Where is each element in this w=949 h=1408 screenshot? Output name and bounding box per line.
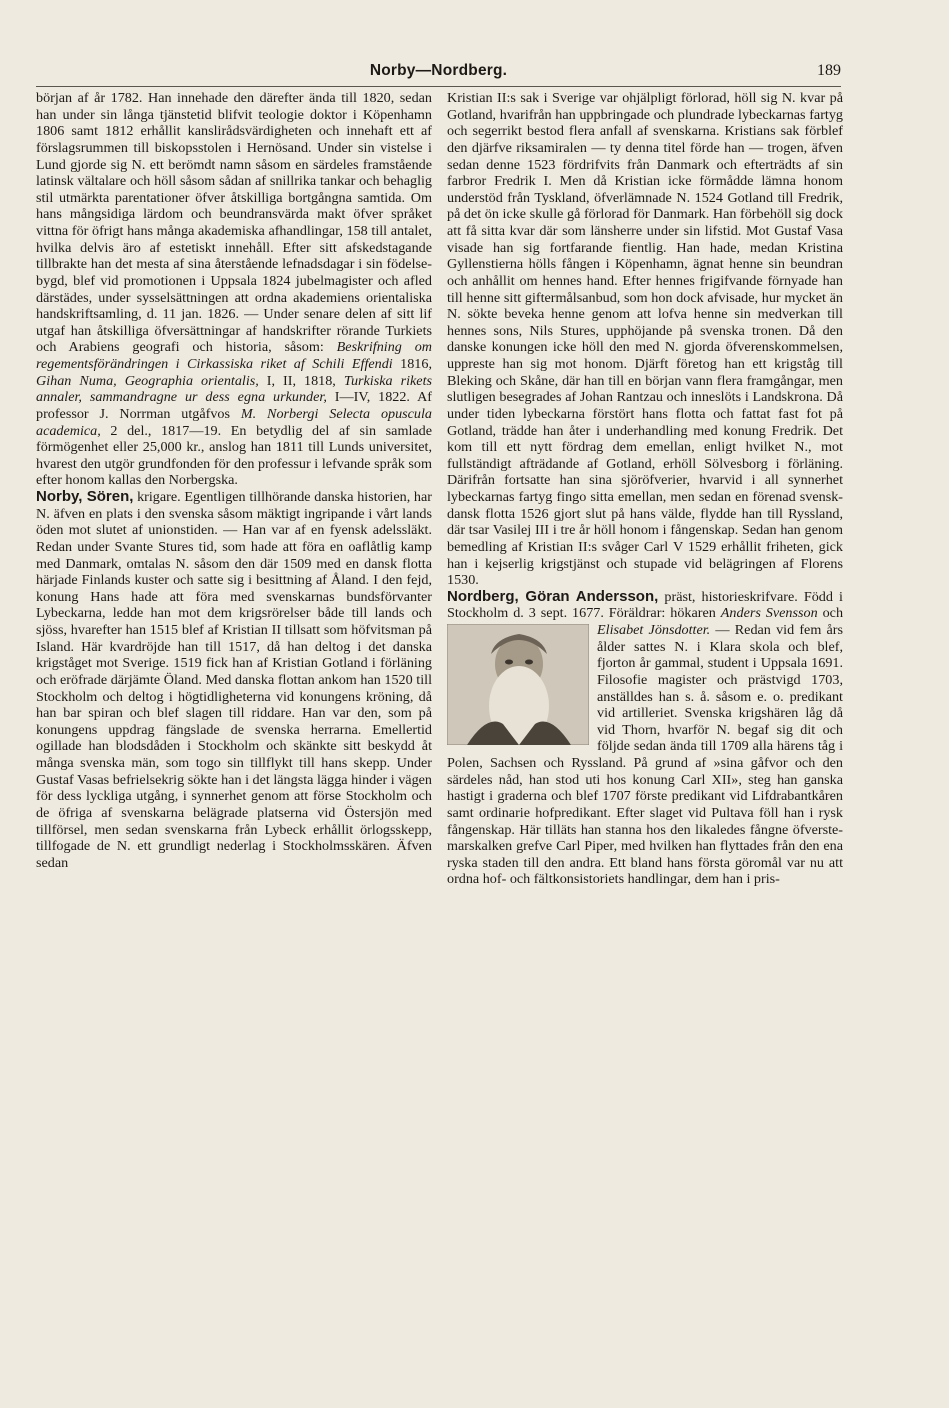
right-column bbox=[447, 90, 843, 888]
left-column bbox=[36, 90, 432, 871]
entry-norby-continuation bbox=[447, 90, 843, 589]
text-run: 2 del., 1817—19. En betydlig del af sin samlade förmögenhet eller 25,000 kr., anslog han 1811 till Lunds universitet, hvarest den utgör grundfonden för den professur i lefvande språk som efter honom kallas den Norbergska. bbox=[36, 422, 432, 489]
entry-headword: Nordberg, Göran Andersson, bbox=[447, 587, 659, 605]
text-run: Kristian II:s sak i Sverige var ohjälpligt förlorad, höll sig N. kvar på Gotland, hvarifrån han uppbringade och plundrade lybeckarnas fartyg och segerrikt bestod flera anfall af svenskarna. Kristians sak förblef den djärfve riksamiralen — ty denna titel förde han — trogen, äfven sedan denne 1523 fördrifvits från Danmark och efterträdts af sin farbror Fredrik I. Men då Kristian icke förmådde lämna honom understöd från Tyskland, öfverlämnade N. 1524 Gotland till Fredrik, på det ön icke skulle gå förlorad för Danmark. Han förbehöll sig dock att få sitta kvar där som länsherre under sin lifstid. Mot Gustaf Vasa visade han sig fortfarande fientlig. Han hade, medan Kristina Gyllenstierna hölls fången i Köpenhamn, ägnat henne sin beundran och anhållit om hennes hand. Efter hennes frigifvande förnyade han till henne sitt giftermålsanbud, som hon dock afvisade, hur mycket än N. sökte beveka henne genom att lofva henne sin medverkan till hennes sons, Nils Stures, upphöjande på svenska tronen. Då den danske konungen icke höll den med N. gjorda öfverenskommelsen, uppreste han sig mot honom. Djärft företog han ett krigståg till Bleking och Skåne, där han till en början vann flera framgångar, men slutligen besegrades af Johan Rantzau och inneslöts i Landskrona. Då under tiden lybeckarna förstört hans flotta och fattat fast fot på Gotland, trädde han åter i underhandling med konung Fredrik. Det kom till ett nytt fördrag dem emellan, enligt hvilket N., mot fullständigt afträdande af Gotland, erhöll Sölvesborg i förläning. Därifrån fortsatte han sina sjöröfverier, hvarvid i all synnerhet lybeckarnas fartyg fingo sitta emellan, men sedan en förenad svensk-dansk flotta 1526 gjort slut på hans välde, flydde han till Ryssland, där tsar Vasilej III i tre år höll honom i fångenskap. Sedan han genom bemedling af Kristian II:s svåger Carl V 1529 erhållit friheten, gick han i kejserlig krigstjänst och stupade vid belägringen af Florens 1530. bbox=[447, 90, 843, 589]
entry-continuation bbox=[36, 90, 432, 489]
work-title: Gihan Numa, Geographia orientalis, bbox=[36, 372, 259, 389]
person-name: Anders Svensson bbox=[720, 605, 818, 622]
text-run: och bbox=[817, 605, 844, 622]
text-run: början af år 1782. Han innehade den därefter ända till 1820, sedan han under sin långa tjänstetid blifvit teologie doktor i Köpenhamn 1806 samt 1812 erhållit kanslirådsvärdigheten och innehaft ett af förslagsrummen till biskopsstolen i Hernösand. Under sin vistelse i Lund gjorde sig N. ett berömdt namn såsom en särdeles framstående latinsk vältalare och höll såsom sådan af snillrika tankar och behaglig stil utmärkta parentationer öfver åtskilliga bortgångna samtida. Om hans mångsidiga lärdom och beundransvärda makt öfver språket vittna för öfrigt hans många akademiska afhandlingar, 158 till antalet, hvilka delvis äro af estetiskt innehåll. Efter sitt afskedstagande tillbrakte han det mesta af sina återstående lefnadsdagar i sin födelsebygd, blef vid promotionen i Uppsala 1824 jubelmagister och afled därstädes, under sysselsättningen att ordna akademiens orientaliska handskriftsamling, d. 11 jan. 1826. — Under senare delen af sitt lif utgaf han åtskilliga öfversättningar af handskrifter rörande Turkiets och Arabiens geografi och historia, såsom: bbox=[36, 90, 432, 356]
text-run: 1816, bbox=[392, 356, 432, 372]
work-title: Beskrifning om regementsförändringen i Cirkassiska riket af Schili Effendi bbox=[36, 339, 432, 372]
work-title: M. Norbergi Selecta opuscula academica, bbox=[36, 405, 433, 439]
header-rule bbox=[36, 86, 841, 87]
text-run: I—IV, 1822. Af professor J. Norrman utgåfvos bbox=[36, 389, 432, 422]
entry-text: krigare. Egentligen tillhörande danska historien, har N. äfven en plats i den svenska såsom mäktigt ingripande i vårt lands öden mot slutet af unionstiden. — Han var af en fyensk adelssläkt. Redan under Svante Stures tid, som hade att föra en oaflåtlig kamp med Danmark, omtalas N. såsom den där 1509 med en dansk flotta härjade Finlands kuster och satte sig i besittning af Åland. I den fejd, konung Hans hade att föra med svenskarnas bundsförvanter Lybeckarna, ledde han mot dem krigsrörelser både till lands och sjöss, hvarefter han 1515 blef af Kristian II tillsatt som höfvitsman på Island. Här kvardröjde han till 1517, då han deltog i det danska krigståget mot Sverige. 1519 fick han af Kristian Gotland i förläning och eröfrade därjämte Öland. Med danska flottan ankom han 1520 till Stockholm och deltog i högtidligheterna vid konungens kröning, då han bar spiran och blef slagen till riddare. Han var den, som på konungens uppdrag fängslade de svenska herrarna. Emellertid ogillade han blodsdåden i Stockholm och skänkte sitt beskydd åt många svenska män, som togo sin tillflykt till hans skepp. Under Gustaf Vasas befrielsekrig sökte han i det längsta lägga hinder i vägen för dess lyckliga utgång, i synnerhet genom att förse Stockholm och de öfriga af svenskarna belägrade platserna vid Östersjön med tillförsel, men sedan svenskarna från Lybeck erhållit örlogsskepp, tillfogade de N. ett grundligt nederlag i Stockholmsskären. Äfven sedan bbox=[36, 489, 432, 871]
text-run: I, II, 1818, bbox=[258, 372, 344, 389]
text-run: — Redan vid fem års ålder sattes N. i Klara skola och blef, fjorton år gammal, student i Uppsala 1691. Filosofie magister och prästvigd 1703, anställdes han s. å. såsom e. o. predikant vid artilleriet. Svenska krigshären låg då vid Thorn, hvarför N. begaf sig dit och följde sedan ända till 1709 alla härens tåg i Polen, Sachsen och Ryssland. På grund af »sina gåfvor och den särdeles nåd, han stod uti hos konung Carl XII», steg han ganska hastigt i graderna och blef 1707 förste predikant vid Lifdrabantkåren samt ordinarie hofpredikant. Efter slaget vid Pultava föll han i rysk fångenskap. Här tilläts han stanna hos den likaledes fångne öfverste-marskalken grefve Carl Piper, med hvilken han flyttades från den ena ryska staden till den andra. Ett bland hans första göromål var nu att ordna hof- och fältkonsistoriets handlingar, dem han i pris- bbox=[447, 622, 844, 888]
portrait-image bbox=[447, 624, 589, 745]
person-name: Elisabet Jönsdotter. bbox=[597, 622, 711, 638]
header-title: Norby—Nordberg. bbox=[369, 62, 508, 79]
page-number: 189 bbox=[817, 62, 841, 79]
entry-norby-soren bbox=[36, 489, 432, 871]
entry-headword: Norby, Sören, bbox=[36, 488, 134, 505]
work-title: Turkiska rikets annaler, sammandragne ur dess egna urkunder, bbox=[36, 372, 432, 406]
text-run: präst, historieskrifvare. Född i Stockholm d. 3 sept. 1677. Föräldrar: hökaren bbox=[447, 588, 843, 622]
running-header bbox=[36, 62, 841, 84]
entry-nordberg-goran bbox=[447, 589, 843, 888]
